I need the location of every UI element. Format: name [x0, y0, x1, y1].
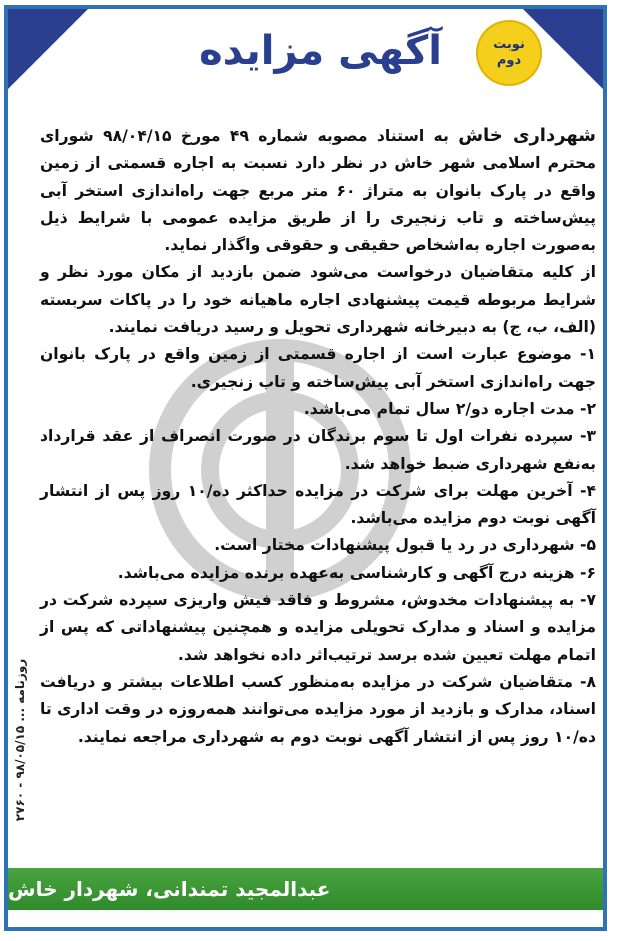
condition-item: ۴- آخرین مهلت برای شرکت در مزایده حداکثر ده/۱۰ روز پس از انتشار آگهی نوبت دوم مزایده می‌باشد.	[40, 481, 596, 528]
intro-text: به استناد مصوبه شماره ۴۹ مورخ ۹۸/۰۴/۱۵ شورای محترم اسلامی شهر خاش در نظر دارد نسبت به اجاره قسمتی از زمین واقع در پارک بانوان به متراژ ۶۰ متر مربع جهت راه‌اندازی استخر آبی پیش‌ساخته و تاب زنجیری را از طریق مزایده عمومی با شرایط ذیل به‌صورت اجاره به‌اشخاص حقیقی و حقوقی واگذار نماید.	[40, 127, 596, 255]
newspaper-side-label	[6, 590, 34, 890]
signature-bar	[8, 868, 603, 910]
condition-item: ۱- موضوع عبارت است از اجاره قسمتی از زمین واقع در پارک بانوان جهت راه‌اندازی استخر آبی پیش‌ساخته و تاب زنجیری.	[40, 345, 596, 391]
intro-paragraph	[40, 122, 596, 259]
invite-paragraph: از کلیه متقاضیان درخواست می‌شود ضمن بازدید از مکان مورد نظر و شرایط مربوطه قیمت پیشنهادی اجاره ماهیانه خود را در پاکات سربسته (الف، ب، ج) به دبیرخانه شهرداری تحویل و رسید دریافت نمایند.	[40, 263, 596, 337]
condition-item: ۵- شهرداری در رد یا قبول پیشنهادات مختار است.	[214, 536, 596, 555]
municipality-name: شهرداری خاش	[458, 125, 597, 146]
condition-item: ۳- سپرده نفرات اول تا سوم برندگان در صورت انصراف از عقد قرارداد به‌نفع شهرداری ضبط خواهد شد.	[40, 427, 596, 473]
ad-body	[40, 122, 596, 751]
condition-item: ۷- به پیشنهادات مخدوش، مشروط و فاقد فیش واریزی سپرده شرکت در مزایده و اسناد و مدارک تحویلی مزایده و همچنین پیشنهاداتی که پس از اتمام مهلت تعیین شده برسد ترتیب‌اثر داده نخواهد شد.	[40, 591, 596, 664]
round-badge	[478, 22, 540, 84]
condition-item: ۲- مدت اجاره دو/۲ سال تمام می‌باشد.	[303, 399, 596, 418]
badge-line-2: دوم	[496, 53, 522, 68]
side-label-text: روزنامه ... ۹۸/۰۵/۱۵ - ۲۷۶۰	[13, 658, 28, 822]
badge-line-1: نوبت	[493, 37, 525, 52]
condition-item: ۸- متقاضیان شرکت در مزایده به‌منظور کسب اطلاعات بیشتر و دریافت اسناد، مدارک و بازدید از مورد مزایده می‌توانند همه‌روزه در وقت اداری تا ده/۱۰ روز پس از انتشار آگهی نوبت دوم به شهرداری مراجعه نمایند.	[40, 672, 596, 746]
condition-item: ۶- هزینه درج آگهی و کارشناسی به‌عهده برنده مزایده می‌باشد.	[117, 563, 596, 582]
signature-text: عبدالمجید تمندانی، شهردار خاش	[8, 877, 331, 901]
ad-title: آگهی مزایده	[199, 28, 442, 74]
